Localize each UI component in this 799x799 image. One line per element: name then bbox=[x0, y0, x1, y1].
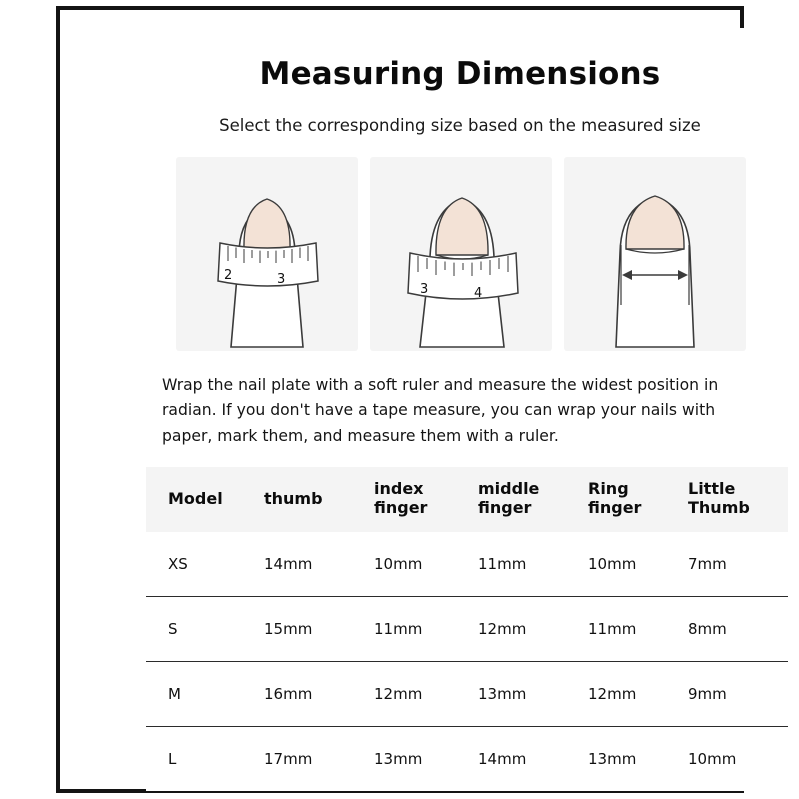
cell-index: 12mm bbox=[374, 661, 478, 726]
panel-finger-ruler-wrap-left bbox=[176, 157, 358, 351]
cell-middle: 13mm bbox=[478, 661, 588, 726]
cell-middle: 11mm bbox=[478, 532, 588, 597]
cell-thumb: 17mm bbox=[264, 749, 313, 768]
size-table bbox=[146, 467, 788, 791]
page-subtitle: Select the corresponding size based on the measured size bbox=[219, 116, 701, 135]
size-table-body bbox=[146, 532, 788, 791]
image-frame bbox=[56, 6, 750, 793]
cell-ring: 13mm bbox=[588, 749, 637, 768]
cell-little: 10mm bbox=[688, 749, 737, 768]
cell-index: 11mm bbox=[374, 596, 478, 661]
table-header-row bbox=[146, 467, 788, 532]
cell-middle: 14mm bbox=[478, 749, 527, 768]
table-row bbox=[146, 596, 788, 661]
table-row bbox=[146, 532, 788, 597]
cell-thumb: 14mm bbox=[264, 532, 374, 597]
size-table-header bbox=[146, 467, 788, 532]
table-row bbox=[146, 726, 788, 791]
cell-model: L bbox=[168, 749, 177, 768]
ruler-label-3: 3 bbox=[277, 272, 286, 287]
ruler-label-3: 3 bbox=[420, 282, 429, 297]
illustration-panels bbox=[146, 157, 774, 351]
column-header-index-finger: index finger bbox=[374, 467, 478, 532]
ruler-label-2: 2 bbox=[224, 268, 233, 283]
cell-model: S bbox=[146, 596, 264, 661]
cell-ring: 11mm bbox=[588, 596, 688, 661]
cell-thumb: 16mm bbox=[264, 661, 374, 726]
finger-width-measure-illustration bbox=[564, 157, 746, 351]
column-header-little-thumb: Little Thumb bbox=[688, 467, 788, 532]
cell-middle: 12mm bbox=[478, 596, 588, 661]
panel-finger-width-arrow bbox=[564, 157, 746, 351]
finger-with-ruler-illustration-2 bbox=[370, 157, 552, 351]
instructions-paragraph: Wrap the nail plate with a soft ruler and measure the widest position in radian. If you don't have a tape measure, you can wrap your nails with paper, mark them, and measure them with a ruler. bbox=[162, 376, 719, 445]
ruler-label-4: 4 bbox=[474, 286, 483, 301]
column-header-ring-finger: Ring finger bbox=[588, 467, 688, 532]
finger-with-ruler-illustration bbox=[176, 157, 358, 351]
size-guide-card bbox=[146, 28, 774, 791]
column-header-model: Model bbox=[146, 467, 264, 532]
panel-finger-ruler-wrap-center bbox=[370, 157, 552, 351]
cell-little: 9mm bbox=[688, 661, 788, 726]
cell-model: XS bbox=[146, 532, 264, 597]
column-header-middle-finger: middle finger bbox=[478, 467, 588, 532]
page-title: Measuring Dimensions bbox=[259, 56, 661, 92]
table-row bbox=[146, 661, 788, 726]
cell-model: M bbox=[146, 661, 264, 726]
cell-little: 8mm bbox=[688, 596, 788, 661]
column-header-thumb: thumb bbox=[264, 467, 374, 532]
cell-ring: 12mm bbox=[588, 661, 688, 726]
cell-little: 7mm bbox=[688, 532, 788, 597]
cell-ring: 10mm bbox=[588, 532, 688, 597]
cell-index: 13mm bbox=[374, 749, 423, 768]
cell-thumb: 15mm bbox=[264, 596, 374, 661]
cell-index: 10mm bbox=[374, 532, 478, 597]
